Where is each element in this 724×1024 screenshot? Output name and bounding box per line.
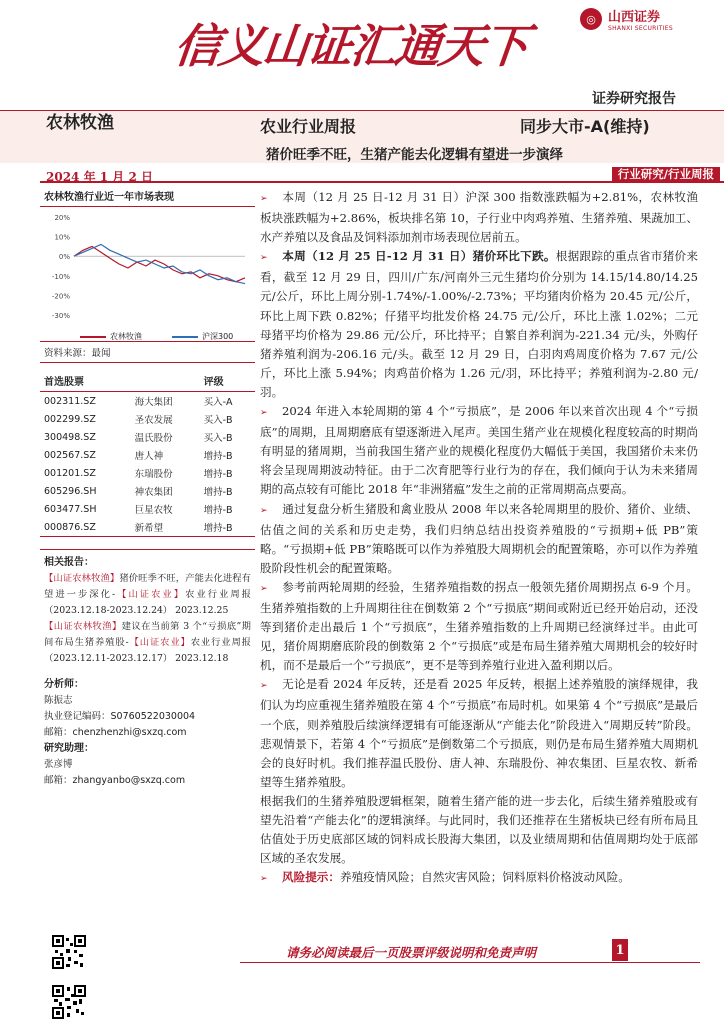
assistant-email[interactable]: 邮箱：zhangyanbo@sxzq.com xyxy=(44,775,186,786)
related-report-tag2: 【山证农业】 xyxy=(115,589,186,600)
left-column xyxy=(40,185,255,789)
stock-rating: 买入-B xyxy=(203,433,233,444)
stock-name: 圣农发展 xyxy=(134,415,173,426)
paragraph-text: 养殖疫情风险；自然灾害风险；饲料原料价格波动风险。 xyxy=(339,870,630,885)
table-row xyxy=(40,410,255,428)
stock-name: 神农集团 xyxy=(134,487,173,498)
paragraph-text: 2024 年进入本轮周期的第 4 个“亏损底”，是 2006 年以来首次出现 4 个“亏损底”的周期，且周期磨底有望逐渐进入尾声。美国生猪产业在规模化程度较高的时期尚有明显的猪周期，当前我国生猪产业的规模化程度仍大幅低于美国，我国猪价未来仍将会呈现周期波动特征。由于二次育肥等行业行为的存在，我们倾向于认为未来猪周期的高点较有可能比 2018 年“非洲猪瘟”发生之前的正常周期高点要高。 xyxy=(260,404,698,497)
stock-rating: 买入-A xyxy=(203,397,233,408)
bullet-arrow-icon: ➢ xyxy=(260,583,268,594)
table-row xyxy=(40,518,255,537)
table-row xyxy=(40,482,255,500)
y-tick-label: 20% xyxy=(54,214,70,222)
analyst-block xyxy=(40,677,255,789)
y-tick-label: -30% xyxy=(51,312,70,320)
recommended-stocks-table xyxy=(40,371,255,537)
related-report-tag: 【山证农林牧渔】 xyxy=(44,621,122,632)
report-body xyxy=(260,188,698,889)
body-paragraph xyxy=(260,188,698,247)
table-row xyxy=(40,464,255,482)
body-paragraph xyxy=(260,578,698,675)
analyst-name: 陈振志 xyxy=(44,695,73,706)
bullet-arrow-icon: ➢ xyxy=(260,194,268,204)
y-tick-label: 10% xyxy=(54,233,70,242)
stock-name: 巨星农牧 xyxy=(134,505,173,516)
table-row xyxy=(40,392,255,411)
stock-rating: 买入-B xyxy=(203,415,233,426)
stock-code: 000876.SZ xyxy=(40,518,131,537)
table-row xyxy=(40,428,255,446)
company-logo xyxy=(580,6,673,32)
chart-source: 资料来源：最闻 xyxy=(40,341,255,363)
body-paragraph xyxy=(260,868,698,889)
stock-rating: 增持-B xyxy=(203,451,233,462)
related-report-text: 猪价旺季不旺，产能去化进程有望进一步深化- xyxy=(44,573,251,600)
related-report-link[interactable] xyxy=(40,571,255,619)
disclaimer-notice: 请务必阅读最后一页股票评级说明和免责声明 xyxy=(286,945,537,960)
related-report-tag2: 【山证农业】 xyxy=(128,637,191,648)
paragraph-text: 参考前两轮周期的经验，生猪养殖指数的拐点一般领先猪价周期拐点 6-9 个月。生猪养殖指数的上升周期往往在倒数第 2 个“亏损底”期间或附近已经开始启动，还没等到猪价走出最后 1 个“亏损底”，生猪养殖指数的上升周期已经演绎过半。由此可见，猪价周期磨底阶段的倒数第 2 个“亏损底”或是布局生猪养殖大周期机会的较好时机，而不是最后一个“亏损底”，更不是等到养殖行业进入盈利期以后。 xyxy=(260,579,698,673)
stock-rating: 增持-B xyxy=(203,469,233,480)
body-paragraph xyxy=(260,792,698,868)
qr-code-icon xyxy=(52,935,86,969)
analyst-title: 分析师： xyxy=(44,679,84,690)
legend-label: 沪深300 xyxy=(202,332,234,341)
column-header: 评级 xyxy=(200,371,255,392)
paragraph-text: 根据我们的生猪养殖股逻辑框架，随着生猪产能的进一步去化，后续生猪养殖股或有望先沿着“产能去化”的逻辑演绎。与此同时，我们还推荐在生猪板块已经有所布局且估值处于历史底部区域的饲料成长股海大集团，以及业绩周期和估值周期均处于底部区域的圣农发展。 xyxy=(260,793,698,866)
related-report-link[interactable] xyxy=(40,619,255,667)
assistant-name: 张彦博 xyxy=(44,759,73,770)
related-report-text: 建议在当前第 3 个“亏损底”期间布局生猪养殖股- xyxy=(44,621,251,648)
legend-label: 农林牧渔 xyxy=(110,332,142,341)
stock-code: 605296.SH xyxy=(44,485,97,497)
logo-icon: ◎ xyxy=(580,8,602,30)
stock-code: 002311.SZ xyxy=(44,395,96,407)
body-paragraph xyxy=(260,402,698,499)
qr-code-icon xyxy=(52,985,86,1019)
table-row xyxy=(40,446,255,464)
bullet-arrow-icon: ➢ xyxy=(260,505,268,516)
report-headline: 猪价旺季不旺，生猪产能去化逻辑有望进一步演绎 xyxy=(266,147,563,163)
table-header xyxy=(40,371,255,392)
industry-rating: 同步大市-A(维持) xyxy=(520,117,650,136)
body-paragraph xyxy=(260,500,698,578)
sector-name: 农林牧渔 xyxy=(46,113,114,133)
stock-rating: 增持-B xyxy=(203,487,233,498)
bullet-arrow-icon: ➢ xyxy=(260,253,268,264)
stock-code: 002567.SZ xyxy=(44,449,96,461)
chart-title: 农林牧渔行业近一年市场表现 xyxy=(40,185,255,207)
stock-code: 001201.SZ xyxy=(44,467,96,479)
report-type: 证券研究报告 xyxy=(592,91,676,107)
stock-name: 温氏股份 xyxy=(134,433,173,444)
paragraph-text: 通过复盘分析生猪股和禽业股从 2008 年以来各轮周期里的股价、猪价、业绩、估值之间的关系和历史走势，我们归纳总结出投资养殖股的“亏损期+低 PB”策略。“亏损期+低 PB”策略既可以作为养殖股大周期机会的配置策略，亦可以作为养殖股阶段性机会的配置策略。 xyxy=(260,501,698,575)
paragraph-text: 本周（12 月 25 日-12 月 31 日）沪深 300 指数涨跌幅为+2.81%，农林牧渔板块涨跌幅为+2.86%，板块排名第 10，子行业中肉鸡养殖、生猪养殖、果蔬加工、水产养殖以及食品及饲料添加剂市场表现位居前五。 xyxy=(260,190,698,245)
bullet-arrow-icon: ➢ xyxy=(260,681,268,692)
report-date: 2024 年 1 月 2 日 xyxy=(46,170,153,184)
series-line xyxy=(74,246,245,281)
slogan: 信义山证汇通天下 xyxy=(171,19,530,73)
paragraph-text: 无论是看 2024 年反转，还是看 2025 年反转，根据上述养殖股的演绎规律，我们认为均应重视生猪养殖股在第 4 个“亏损底”布局时机。如果第 4 个“亏损底”是最后一个底，则养殖股后续演绎逻辑有可能逐渐从“产能去化”阶段进入“周期反转”阶段。悲观情景下，若第 4 个“亏损底”是倒数第二个亏损底，则仍是布局生猪养殖大周期机会的良好时机。我们推荐温氏股份、唐人神、东瑞股份、神农集团、巨星农牧、新希望等生猪养殖股。 xyxy=(260,677,698,789)
page-number: 1 xyxy=(612,939,628,961)
report-name: 农业行业周报 xyxy=(260,117,357,136)
stock-name: 东瑞股份 xyxy=(134,469,173,480)
stock-code: 603477.SH xyxy=(44,503,97,515)
paragraph-lead: 风险提示： xyxy=(282,870,340,885)
body-paragraph xyxy=(260,247,698,402)
legend-item xyxy=(172,331,233,342)
y-tick-label: 0% xyxy=(58,253,70,262)
assistant-title: 研究助理： xyxy=(44,743,94,754)
column-header: 首选股票 xyxy=(40,371,131,392)
table-row xyxy=(40,500,255,518)
column-header xyxy=(131,371,200,392)
stock-name: 海大集团 xyxy=(134,397,173,408)
report-category: 行业研究/行业周报 xyxy=(612,167,720,182)
paragraph-text: 根据跟踪的重点省市猪价来看，截至 12 月 29 日，四川/广东/河南外三元生猪均价分别为 14.15/14.80/14.25 元/公斤，环比上周分别-1.74%/-1.00%/-2.73%；平均猪肉价格为 20.45 元/公斤，环比上周下跌 0.82%；仔猪平均批发价格 24.75 元/公斤，环比上涨 1.02%；二元母猪平均价格为 29.86 元/公斤，环比持平；自繁自养利润为-221.34 元/头，外购仔猪养殖利润为-206.16 元/头。截至 12 月 29 日，白羽肉鸡周度价格为 7.67 元/公斤，环比上涨 5.94%；肉鸡苗价格为 1.26 元/羽，环比持平；养殖利润为-2.80 元/羽。 xyxy=(260,249,698,399)
stock-name: 唐人神 xyxy=(134,451,164,462)
related-report-tag: 【山证农林牧渔】 xyxy=(44,573,120,584)
related-report-text2: 农业行业周报（2023.12.11-2023.12.17） 2023.12.18 xyxy=(44,637,251,664)
y-tick-label: -10% xyxy=(51,272,70,281)
stock-name: 新希望 xyxy=(131,518,200,537)
paragraph-lead: 本周（12 月 25 日-12 月 31 日）猪价环比下跌。 xyxy=(282,249,556,264)
related-report-text2: 农业行业周报（2023.12.18-2023.12.24） 2023.12.25 xyxy=(44,589,251,616)
series-line xyxy=(74,244,245,283)
market-chart xyxy=(40,207,255,339)
stock-rating: 增持-B xyxy=(203,505,233,516)
analyst-email[interactable]: 邮箱：chenzhenzhi@sxzq.com xyxy=(44,727,187,738)
stock-rating: 增持-B xyxy=(200,518,255,537)
chart-svg xyxy=(40,207,255,327)
bullet-arrow-icon: ➢ xyxy=(260,408,268,419)
body-paragraph xyxy=(260,675,698,792)
stock-code: 002299.SZ xyxy=(44,413,96,425)
stock-code: 300498.SZ xyxy=(44,431,96,443)
analyst-license: 执业登记编码：S0760522030004 xyxy=(44,711,196,722)
divider xyxy=(240,962,700,963)
legend-item xyxy=(80,331,142,342)
related-reports-title: 相关报告： xyxy=(40,549,255,571)
bullet-arrow-icon: ➢ xyxy=(260,874,268,885)
y-tick-label: -20% xyxy=(51,292,70,301)
logo-name: 山西证券 xyxy=(608,10,661,25)
chart-legend xyxy=(80,331,233,342)
logo-name-en: SHANXI SECURITIES xyxy=(608,25,673,32)
